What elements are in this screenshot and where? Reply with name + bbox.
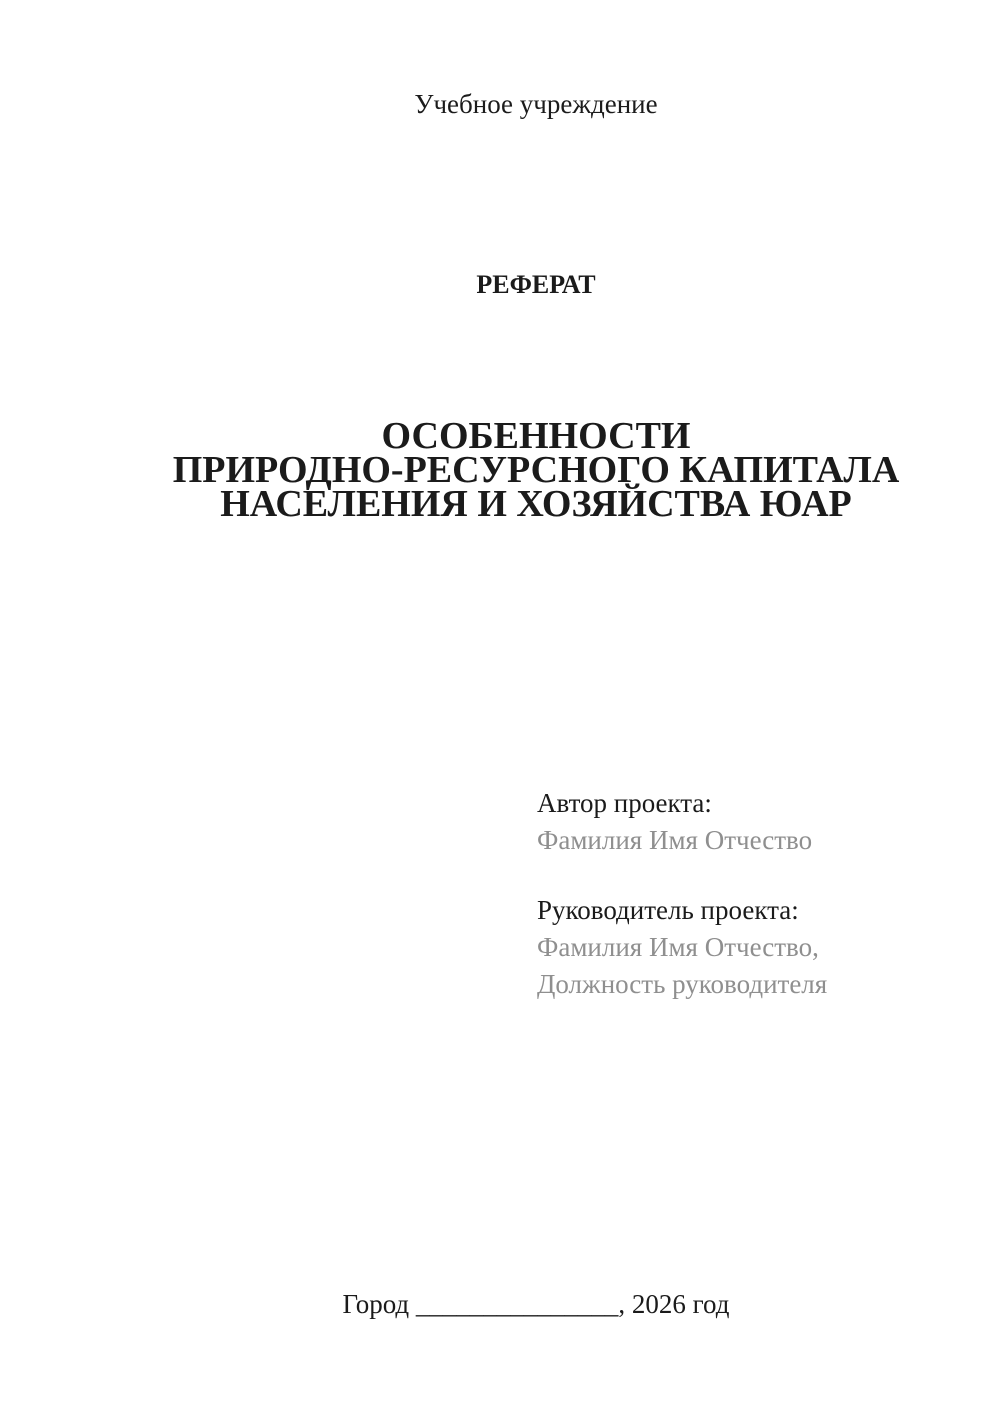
author-section <box>537 785 812 859</box>
supervisor-label: Руководитель проекта: <box>537 895 799 925</box>
author-name-placeholder: Фамилия Имя Отчество <box>537 825 813 855</box>
supervisor-position-placeholder: Должность руководителя <box>537 969 828 999</box>
institution-name: Учебное учреждение <box>414 89 658 119</box>
year-text: , 2026 год <box>618 1289 730 1319</box>
title-line-3: НАСЕЛЕНИЯ И ХОЗЯЙСТВА ЮАР <box>220 483 852 525</box>
document-title <box>143 415 929 525</box>
title-line-2: ПРИРОДНО-РЕСУРСНОГО КАПИТАЛА <box>172 449 900 491</box>
supervisor-section <box>537 892 827 1003</box>
supervisor-name-placeholder: Фамилия Имя Отчество, <box>537 932 819 962</box>
city-word: Город <box>342 1289 410 1319</box>
title-line-1: ОСОБЕННОСТИ <box>381 415 691 457</box>
space-separator <box>409 1289 416 1319</box>
author-label: Автор проекта: <box>537 788 712 818</box>
city-year-line <box>143 1291 929 1318</box>
document-type-label: РЕФЕРАТ <box>476 270 596 299</box>
city-blank-line: _______________ <box>415 1289 619 1319</box>
